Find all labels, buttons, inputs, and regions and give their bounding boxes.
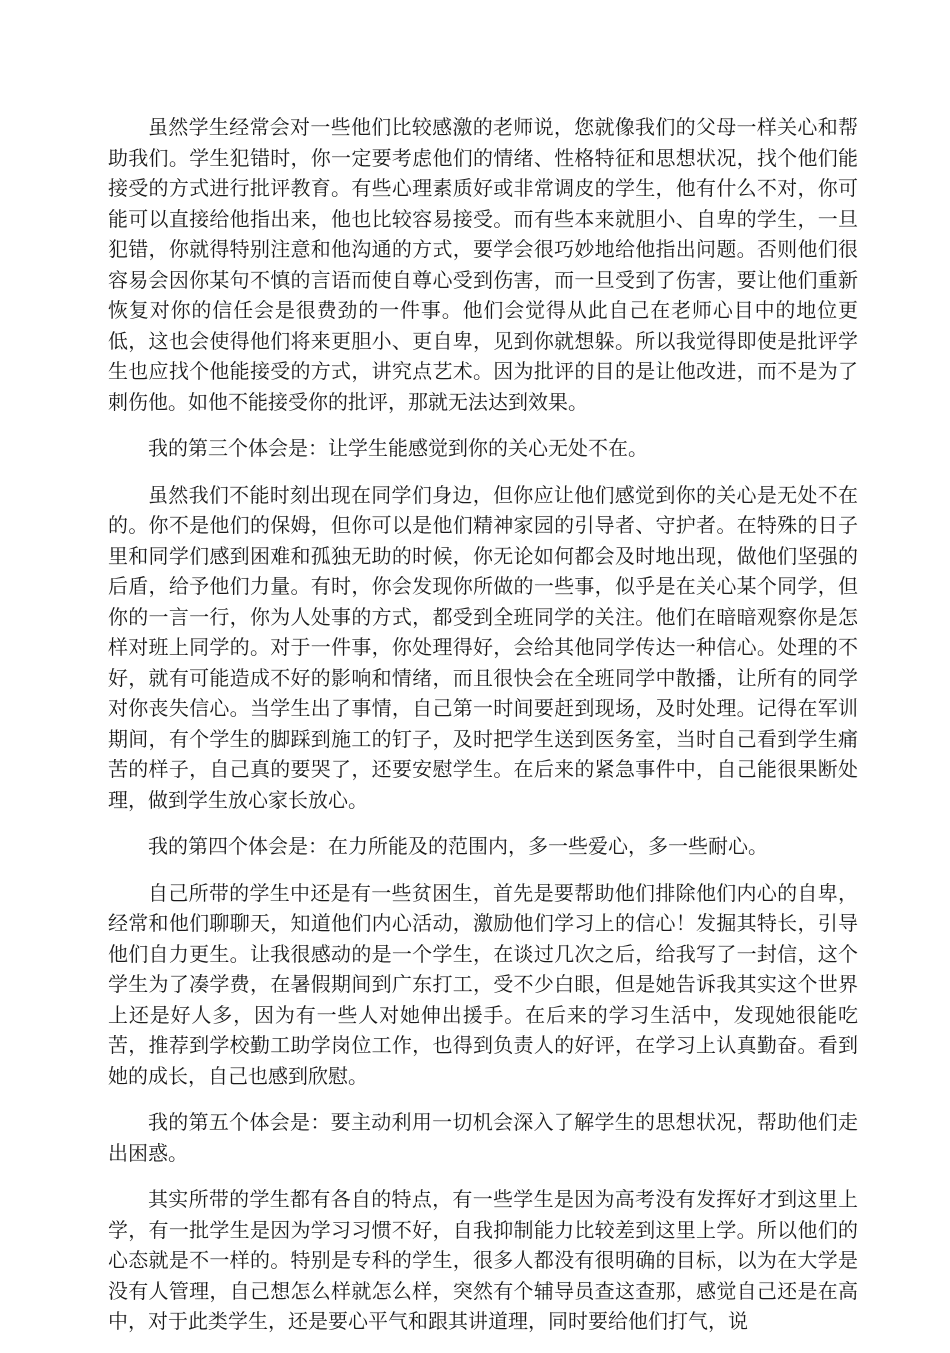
paragraph: 其实所带的学生都有各自的特点，有一些学生是因为高考没有发挥好才到这里上学，有一批学生是因为学习习惯不好，自我抑制能力比较差到这里上学。所以他们的心态就是不一样的。特别是专科的学生，很多人都没有很明确的目标，以为在大学是没有人管理，自己想怎么样就怎么样，突然有个辅导员查这查那，感觉自己还是在高中，对于此类学生，还是要心平气和跟其讲道理，同时要给他们打气，说 [108,1187,858,1333]
paragraph: 自己所带的学生中还是有一些贫困生，首先是要帮助他们排除他们内心的自卑，经常和他们聊聊天，知道他们内心活动，激励他们学习上的信心！发掘其特长，引导他们自力更生。让我很感动的是一个学生，在谈过几次之后，给我写了一封信，这个学生为了凑学费，在暑假期间到广东打工，受不少白眼，但是她告诉我其实这个世界上还是好人多，因为有一些人对她伸出援手。在后来的学习生活中，发现她很能吃苦，推荐到学校勤工助学岗位工作，也得到负责人的好评，在学习上认真勤奋。看到她的成长，自己也感到欣慰。 [108,880,858,1088]
paragraph-heading: 我的第四个体会是：在力所能及的范围内，多一些爱心，多一些耐心。 [148,834,768,858]
paragraph-heading: 我的第五个体会是：要主动利用一切机会深入了解学生的思想状况，帮助他们走出困惑。 [108,1110,858,1165]
paragraph: 虽然我们不能时刻出现在同学们身边，但你应让他们感觉到你的关心是无处不在的。你不是他们的保姆，但你可以是他们精神家园的引导者、守护者。在特殊的日子里和同学们感到困难和孤独无助的时候，你无论如何都会及时地出现，做他们坚强的后盾，给予他们力量。有时，你会发现你所做的一些事，似乎是在关心某个同学，但你的一言一行，你为人处事的方式，都受到全班同学的关注。他们在暗暗观察你是怎样对班上同学的。对于一件事，你处理得好，会给其他同学传达一种信心。处理的不好，就有可能造成不好的影响和情绪，而且很快会在全班同学中散播，让所有的同学对你丧失信心。当学生出了事情，自己第一时间要赶到现场，及时处理。记得在军训期间，有个学生的脚踩到施工的钉子，及时把学生送到医务室，当时自己看到学生痛苦的样子，自己真的要哭了，还要安慰学生。在后来的紧急事件中，自己能很果断处理，做到学生放心家长放心。 [108,482,858,812]
paragraph-heading: 我的第三个体会是：让学生能感觉到你的关心无处不在。 [148,436,648,460]
paragraph: 虽然学生经常会对一些他们比较感激的老师说，您就像我们的父母一样关心和帮助我们。学生犯错时，你一定要考虑他们的情绪、性格特征和思想状况，找个他们能接受的方式进行批评教育。有些心理素质好或非常调皮的学生，他有什么不对，你可能可以直接给他指出来，他也比较容易接受。而有些本来就胆小、自卑的学生，一旦犯错，你就得特别注意和他沟通的方式，要学会很巧妙地给他指出问题。否则他们很容易会因你某句不慎的言语而使自尊心受到伤害，而一旦受到了伤害，要让他们重新恢复对你的信任会是很费劲的一件事。他们会觉得从此自己在老师心目中的地位更低，这也会使得他们将来更胆小、更自卑，见到你就想躲。所以我觉得即使是批评学生也应找个他能接受的方式，讲究点艺术。因为批评的目的是让他改进，而不是为了刺伤他。如他不能接受你的批评，那就无法达到效果。 [108,115,858,414]
document-page [108,112,858,1353]
